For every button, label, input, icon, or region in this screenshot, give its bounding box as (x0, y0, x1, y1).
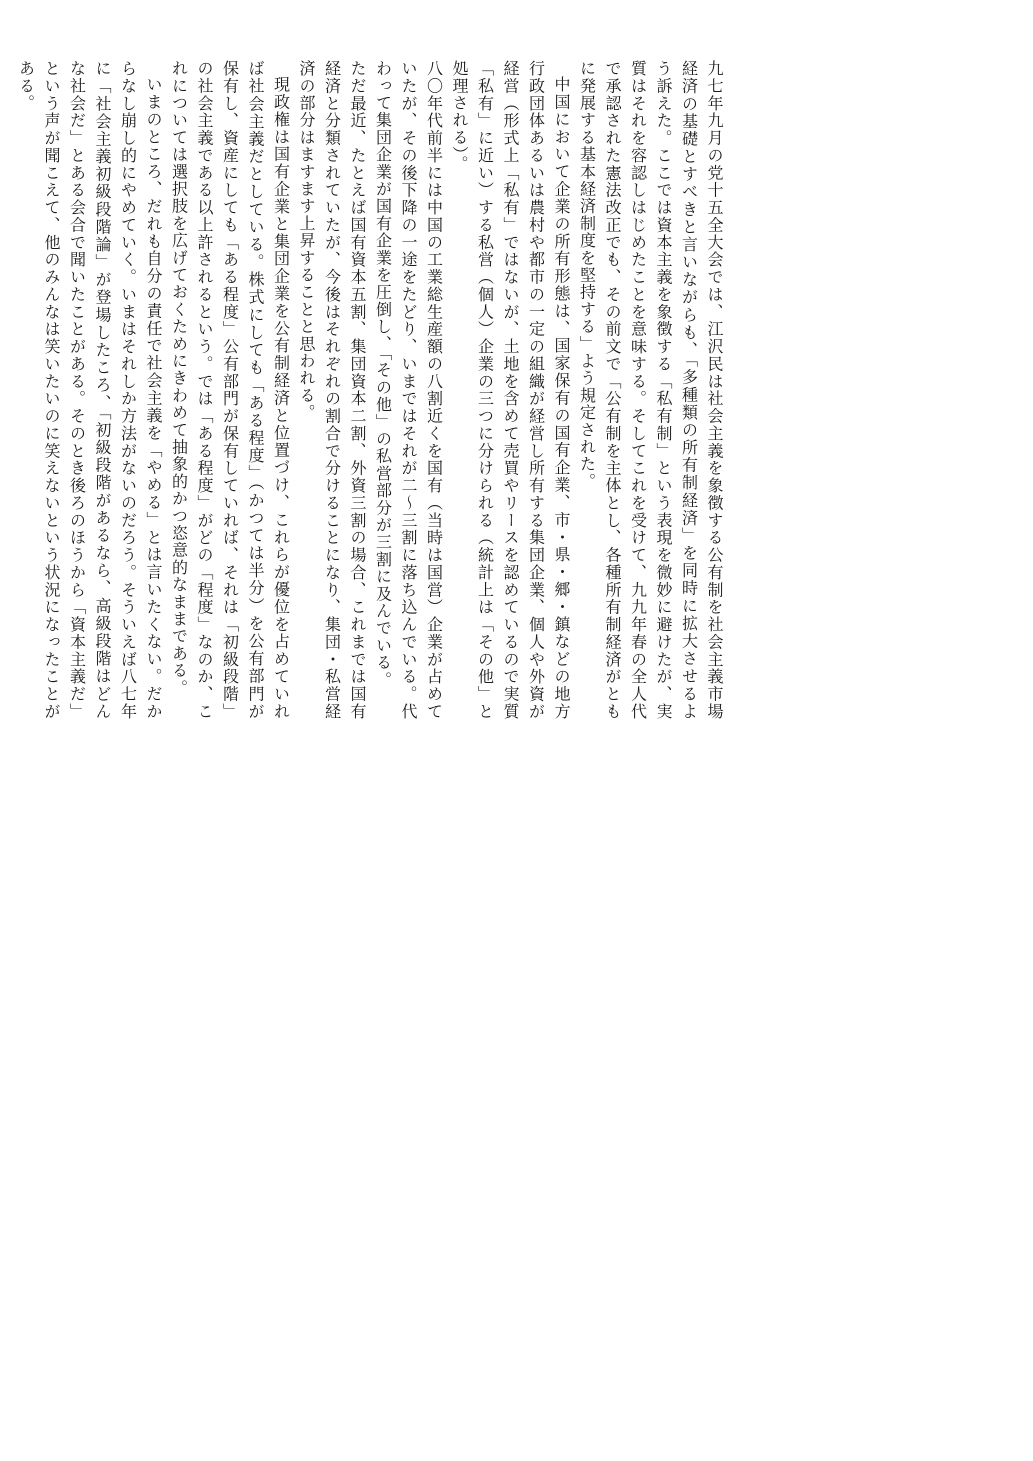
paragraph-5: 現政権は国有企業と集団企業を公有制経済と位置づけ、これらが優位を占めていれば社会主義だとしている。株式にしても「ある程度」（かつては半分）を公有部門が保有し、資産にしても「ある程度」公有部門が保有していれば、それは「初級段階」の社会主義である以上許されるという。では「ある程度」がどの「程度」なのか、これについては選択肢を広げておくためにきわめて抽象的かつ恣意的なままである。 (169, 60, 291, 720)
vertical-text-body (13, 60, 727, 720)
paragraph-3: 八〇年代前半には中国の工業総生産額の八割近くを国有（当時は国営）企業が占めていたが、その後下降の一途をたどり、いまではそれが二～三割に落ち込んでいる。代わって集団企業が国有企業を圧倒し、「その他」の私営部分が三割に及んでいる。 (373, 60, 444, 720)
paragraph-4: ただ最近、たとえば国有資本五割、集団資本二割、外資三割の場合、これまでは国有経済と分類されていたが、今後はそれぞれの割合で分けることになり、集団・私営経済の部分はますます上昇することと思われる。 (297, 60, 367, 720)
paragraph-1: 九七年九月の党十五全大会では、江沢民は社会主義を象徴する公有制を社会主義市場経済の基礎とすべきと言いながらも、「多種類の所有制経済」を同時に拡大させるよう訴えた。ここでは資本主義を象徴する「私有制」という表現を微妙に避けたが、実質はそれを容認しはじめたことを意味する。そしてこれを受けて、九九年春の全人代で承認された憲法改正でも、その前文で「公有制を主体とし、各種所有制経済がともに発展する基本経済制度を堅持する」よう規定された。 (577, 60, 724, 720)
paragraph-2: 中国において企業の所有形態は、国家保有の国有企業、市・県・郷・鎮などの地方行政団体あるいは農村や都市の一定の組織が経営し所有する集団企業、個人や外資が経営（形式上「私有」ではないが、土地を含めて売買やリースを認めているので実質「私有」に近い）する私営（個人）企業の三つに分けられる（統計上は「その他」と処理される）。 (450, 60, 571, 720)
paragraph-6: いまのところ、だれも自分の責任で社会主義を「やめる」とは言いたくない。だからなし崩し的にやめていく。いまはそれしか方法がないのだろう。そういえば八七年に「社会主義初級段階論」が登場したころ、「初級段階があるなら、高級段階はどんな社会だ」とある会合で聞いたことがある。そのとき後ろのほうから「資本主義だ」という声が聞こえて、他のみんなは笑いたいのに笑えないという状況になったことがある。 (16, 60, 163, 720)
